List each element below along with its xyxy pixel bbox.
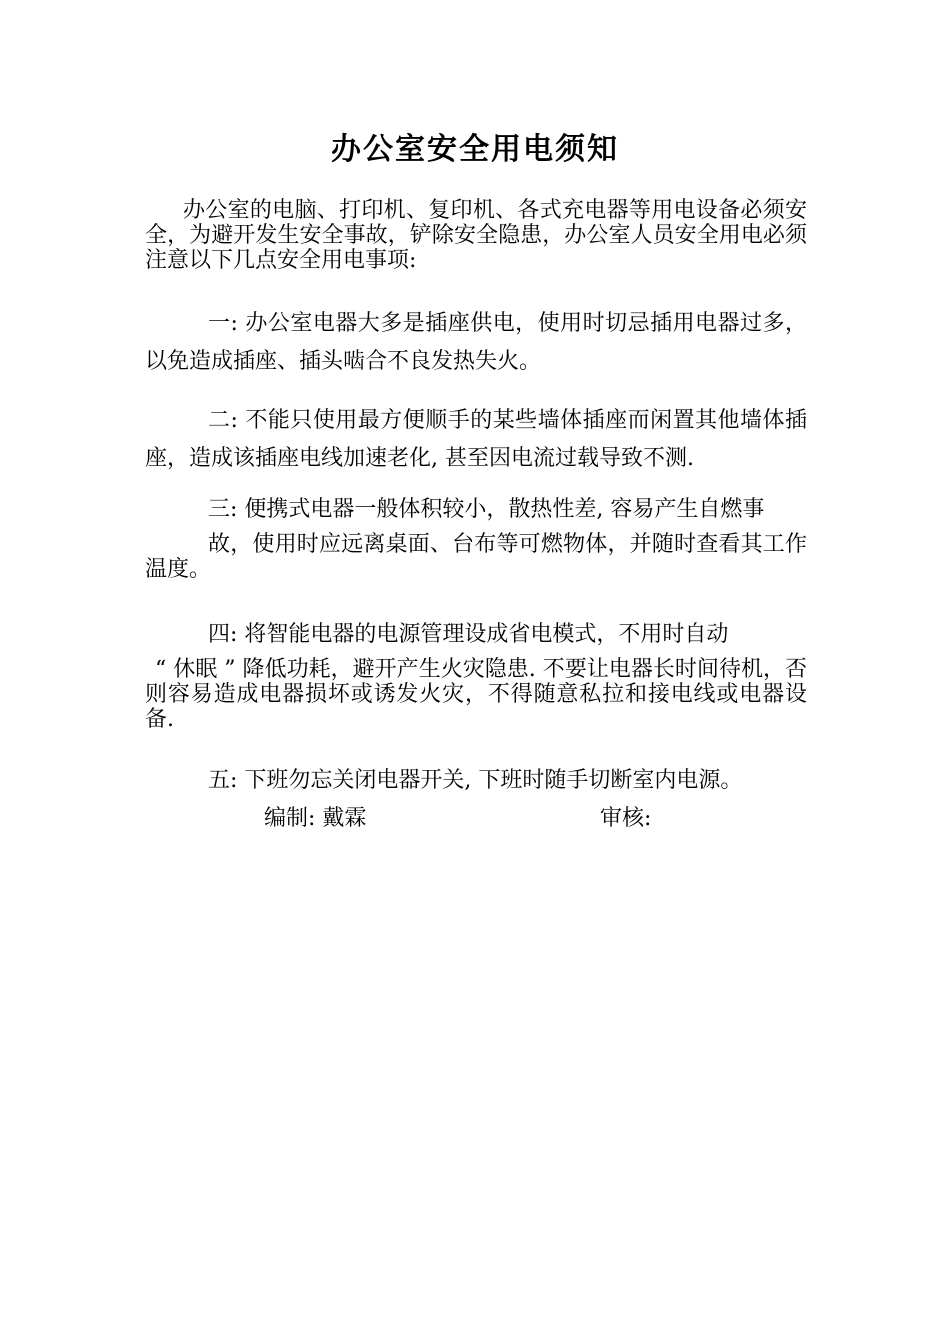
document-title: 办公室安全用电须知 [331, 132, 619, 167]
rule-item-1: 一: 办公室电器大多是插座供电，使用时切忌插用电器过多，以免造成插座、插头啮合不良发热失火。 [145, 311, 807, 374]
rule-item-3 [145, 497, 807, 582]
rule-item-5: 五: 下班勿忘关闭电器开关, 下班时随手切断室内电源。 [208, 768, 743, 793]
rule-item-3-line2: 故，使用时应远离桌面、台布等可燃物体，并随时查看其工作温度。 [145, 532, 807, 582]
reviewer-label: 审核: [600, 806, 652, 831]
rule-item-4-line2: “ 休眠 ” 降低功耗，避开产生火灾隐患. 不要让电器长时间待机，否则容易造成电器损坏或诱发火灾，不得随意私拉和接电线或电器设备. [145, 657, 807, 732]
rule-item-4 [145, 622, 807, 732]
rule-item-4-line1: 四: 将智能电器的电源管理设成省电模式，不用时自动 [208, 622, 729, 647]
editor-label: 编制: 戴霖 [264, 806, 367, 831]
rule-item-2: 二: 不能只使用最方便顺手的某些墙体插座而闲置其他墙体插座，造成该插座电线加速老化, 甚至因电流过载导致不测. [145, 408, 807, 471]
signature-row [264, 806, 784, 836]
rule-item-3-line1: 三: 便携式电器一般体积较小，散热性差, 容易产生自燃事 [208, 497, 765, 522]
intro-paragraph: 办公室的电脑、打印机、复印机、各式充电器等用电设备必须安全，为避开发生安全事故，铲除安全隐患，办公室人员安全用电必须注意以下几点安全用电事项: [145, 198, 807, 273]
